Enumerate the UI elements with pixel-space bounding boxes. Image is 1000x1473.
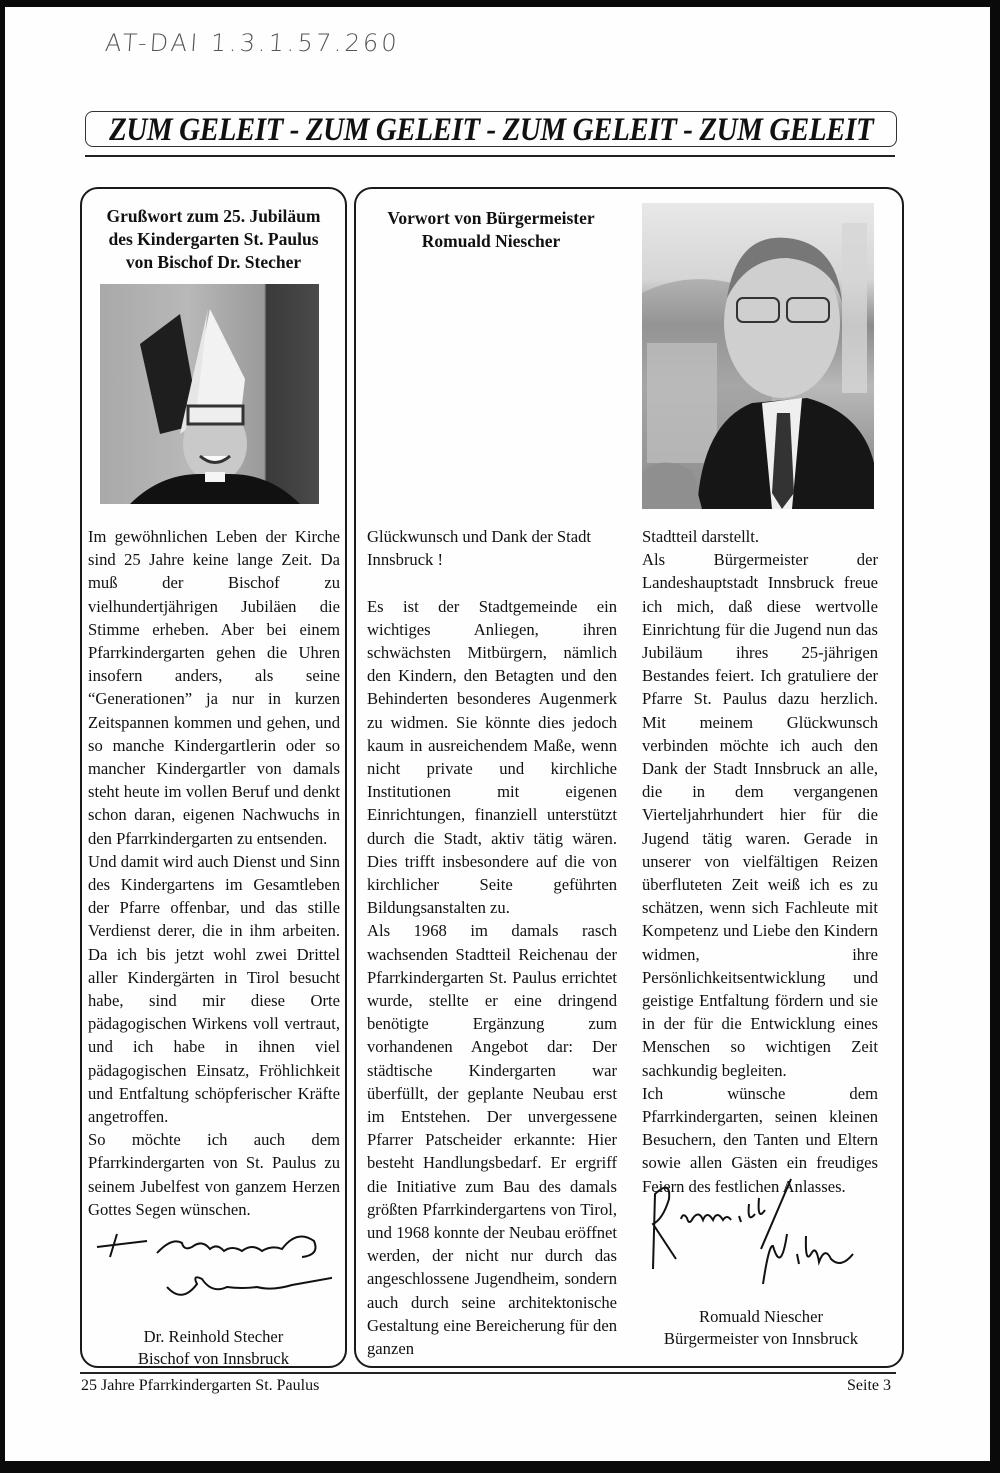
paragraph: Und damit wird auch Dienst und Sinn des Kindergartens im Gesamtleben der Pfarre offenbar, und das stille Verdienst derer, die in ihm arbeiten. Da ich bis jetzt wohl zwei Drittel aller Kindergärten in Tirol besucht habe, sind mir diese Orte pädagogischen Wirkens voll vertraut, und ich habe in ihnen viel pädagogischen Einsatz, Fröhlichkeit und Entfaltung schöpferischer Kräfte angetroffen.	[88, 851, 340, 1127]
heading-line: Vorwort von Bürgermeister	[387, 208, 595, 228]
paragraph: Als 1968 im damals rasch wachsenden Stadtteil Reichenau der Pfarrkindergarten St. Paulus errichtet wurde, stellte er eine dringend benötigte Ergänzung zum vorhandenen Angebot dar: Der städtische Kindergarten war überfüllt, der geplante Neubau erst im Entstehen. Der unvergessene Pfarrer Patscheider erkannte: Hier besteht Handlungsbedarf. Er ergriff die Initiative zum Bau des damals größten Pfarrkindergartens von Tirol, und 1968 konnte der Neubau eröffnet werden, der nicht nur durch das angeschlossene Jugendheim, sondern auch durch seine architektonische Gestaltung eine Bereicherung für den ganzen	[367, 921, 617, 1359]
handwritten-archive-note: AT-DAI 1.3.1.57.260	[104, 29, 401, 57]
signer-name: Romuald Niescher	[699, 1307, 823, 1326]
footer-publication: 25 Jahre Pfarrkindergarten St. Paulus	[81, 1377, 320, 1394]
mayor-signer-block	[636, 1306, 886, 1350]
signer-title: Bischof von Innsbruck	[137, 1349, 290, 1368]
mayor-foreword-column-2	[642, 525, 878, 1198]
mayor-foreword-box	[354, 187, 904, 1368]
heading-line: Grußwort zum 25. Jubiläum	[106, 206, 321, 226]
paragraph: Ich wünsche dem Pfarrkindergarten, seinen kleinen Besuchern, den Tanten und Eltern sowie allen Gästen ein freudiges Feiern des festlichen Anlasses.	[642, 1083, 878, 1196]
bishop-photo	[100, 284, 319, 504]
banner-title: ZUM GELEIT - ZUM GELEIT - ZUM GELEIT - ZUM GELEIT	[108, 111, 874, 148]
paragraph: Stadtteil darstellt.	[642, 527, 760, 546]
heading-line: von Bischof Dr. Stecher	[125, 252, 302, 272]
greeting: Glückwunsch und Dank der Stadt Innsbruck !	[367, 527, 591, 570]
section-banner	[85, 111, 897, 147]
heading-line: des Kindergarten St. Paulus	[108, 229, 319, 249]
mayor-portrait-icon	[642, 203, 874, 509]
paragraph: So möchte ich auch dem Pfarrkindergarten von St. Paulus zu seinem Jubelfest von ganzem Herzen Gottes Segen wünschen.	[88, 1130, 340, 1219]
bishop-portrait-icon	[100, 284, 319, 504]
bishop-greeting-box	[80, 187, 347, 1368]
bishop-greeting-heading	[82, 205, 345, 274]
document-page	[5, 7, 990, 1461]
footer-page-number: Seite 3	[847, 1377, 891, 1394]
handwritten-signature-icon	[641, 1174, 891, 1289]
bishop-signer-block	[82, 1326, 345, 1370]
handwritten-signature-icon	[92, 1229, 332, 1314]
paragraph: Als Bürgermeister der Landeshauptstadt Innsbruck freue ich mich, daß diese wertvolle Einrichtung für die Jugend nun das Jubiläum ihres 25-jährigen Bestandes feiert. Ich gratuliere der Pfarre St. Paulus dazu herzlich. Mit meinem Glückwunsch verbinden möchte ich auch den Dank der Stadt Innsbruck an alle, die in dem vergangenen Vierteljahrhundert hier für die Jugend tätig waren. Gerade in unserer von vielfältigen Reizen überfluteten Zeit weiß ich es zu schätzen, wenn sich Fachleute mit Kompetenz und Liebe den Kindern widmen, ihre Persönlichkeitsentwicklung und geistige Entfaltung fördern und sie in der für die Entwicklung eines Menschen so wichtigen Zeit sachkundig begleiten.	[642, 550, 878, 1080]
paragraph: Es ist der Stadtgemeinde ein wichtiges Anliegen, ihren schwächsten Mitbürgern, nämlich den Kindern, den Betagten und den Behinderten besonderes Augenmerk zu widmen. Sie könnte dies jedoch kaum in ausreichendem Maße, wenn nicht private und kirchliche Institutionen mit eigenen Einrichtungen, finanziell unterstützt durch die Stadt, aktiv tätig wären. Dies trifft insbesondere auf die von kirchlicher Seite geführten Bildungsanstalten zu.	[367, 596, 617, 918]
mayor-signature	[641, 1174, 891, 1289]
heading-line: Romuald Niescher	[421, 231, 561, 251]
bishop-signature	[92, 1229, 332, 1314]
paragraph-spacer	[367, 571, 617, 594]
signer-name: Dr. Reinhold Stecher	[143, 1327, 284, 1346]
mayor-photo	[642, 203, 874, 509]
signer-title: Bürgermeister von Innsbruck	[663, 1329, 859, 1348]
footer-rule	[80, 1372, 896, 1374]
bishop-greeting-text	[88, 525, 340, 1221]
mayor-foreword-column-1	[367, 525, 617, 1360]
paragraph: Im gewöhnlichen Leben der Kirche sind 25 Jahre keine lange Zeit. Da muß der Bischof zu vielhundertjährigen Jubiläen die Stimme erheben. Aber bei einem Pfarrkindergarten gehen die Uhren insofern anders, als seine “Generationen” ja nur in kurzen Zeitspannen kommen und gehen, und so manche Kindergartlerin oder so mancher Kindergartler von damals steht heute im vollen Beruf und denkt schon daran, eigenen Nachwuchs in den Pfarrkindergarten zu entsenden.	[88, 527, 340, 848]
header-rule	[85, 155, 895, 157]
mayor-foreword-heading	[356, 207, 626, 253]
